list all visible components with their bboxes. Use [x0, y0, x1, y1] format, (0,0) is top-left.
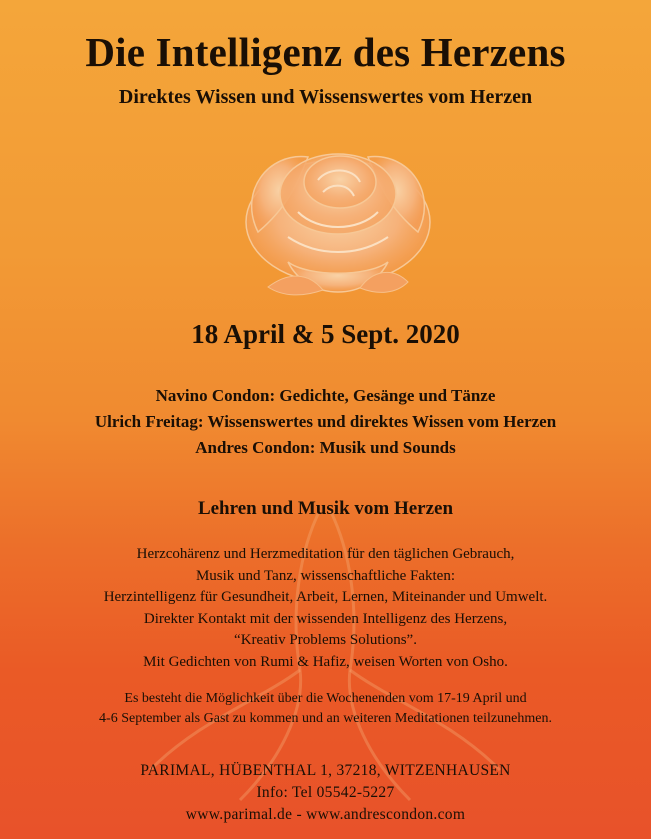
speaker-line: Andres Condon: Musik und Sounds	[195, 438, 456, 457]
speaker-line: Ulrich Freitag: Wissenswertes und direktes Wissen vom Herzen	[94, 412, 557, 431]
description-block	[0, 544, 651, 674]
description-line: Musik und Tanz, wissenschaftliche Fakten:	[195, 567, 456, 584]
address-text: PARIMAL, HÜBENTHAL 1, 37218, WITZENHAUSEN	[140, 762, 511, 779]
guest-note-line: 4-6 September als Gast zu kommen und an weiteren Meditationen teilzunehmen.	[99, 711, 552, 726]
poster-title: Die Intelligenz des Herzens	[85, 29, 566, 75]
speaker-line: Navino Condon: Gedichte, Gesänge und Tänze	[155, 386, 496, 405]
description-line: Herzintelligenz für Gesundheit, Arbeit, Lernen, Miteinander und Umwelt.	[103, 589, 548, 606]
guest-note-line: Es besteht die Möglichkeit über die Wochenenden vom 17-19 April und	[124, 691, 527, 706]
description-line: Direkter Kontakt mit der wissenden Intelligenz des Herzens,	[143, 610, 508, 627]
poster-subtitle: Direktes Wissen und Wissenswertes vom Herzen	[118, 86, 533, 108]
rose-illustration	[228, 112, 448, 322]
guest-note	[0, 689, 651, 729]
event-date: 18 April & 5 Sept. 2020	[191, 319, 460, 349]
contact-block	[0, 760, 651, 826]
speakers-list	[0, 383, 651, 461]
phone-info: Info: Tel 05542-5227	[256, 784, 395, 801]
description-line: Mit Gedichten von Rumi & Hafiz, weisen Worten von Osho.	[143, 653, 508, 670]
description-line: “Kreativ Problems Solutions”.	[234, 632, 417, 649]
website-links[interactable]: www.parimal.de - www.andrescondon.com	[185, 806, 466, 823]
description-line: Herzcohärenz und Herzmeditation für den täglichen Gebrauch,	[136, 546, 515, 562]
teachings-heading: Lehren und Musik vom Herzen	[197, 498, 454, 519]
